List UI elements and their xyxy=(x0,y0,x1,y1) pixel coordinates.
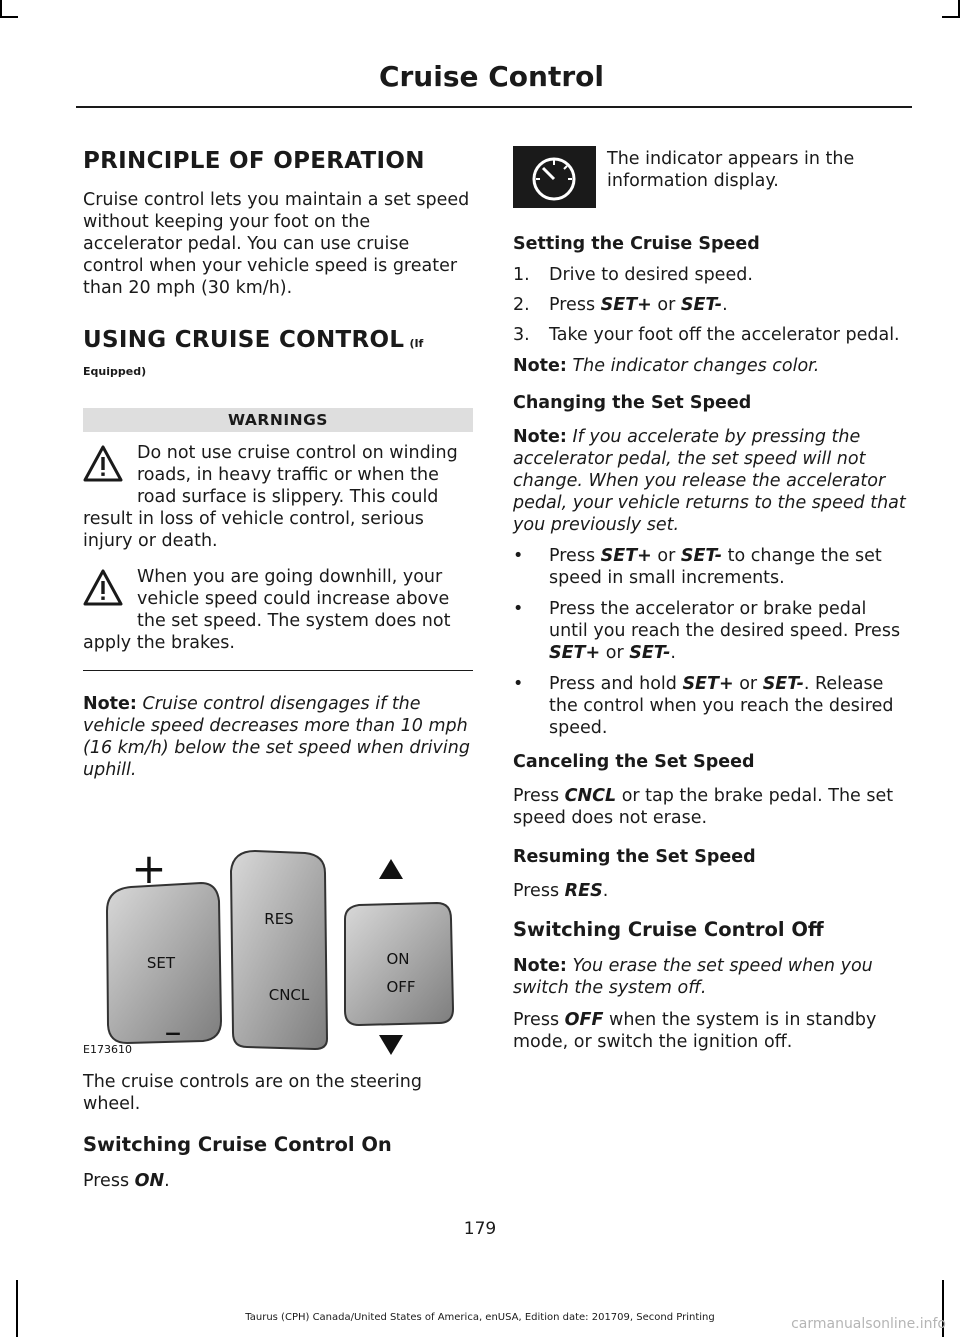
set-plus-key: SET+ xyxy=(682,674,734,694)
note xyxy=(513,955,906,999)
plus-label: + xyxy=(131,844,167,893)
page-header-title: Cruise Control xyxy=(378,60,604,93)
bullet-text: Press the accelerator or brake pedal until you reach the desired speed. Press xyxy=(549,599,901,641)
principle-text: Cruise control lets you maintain a set speed without keeping your foot on the accelerator pedal. You can use cruise control when your vehicle speed is greater than 20 mph (30 km/h). xyxy=(83,190,470,298)
set-minus-key: SET- xyxy=(762,674,804,694)
warnings-heading: WARNINGS xyxy=(83,408,473,432)
using-qualifier-2: Equipped) xyxy=(83,365,147,378)
warning-item xyxy=(83,566,473,654)
press-text: Press xyxy=(513,1010,560,1030)
list-item xyxy=(513,673,906,739)
step-text: Drive to desired speed. xyxy=(549,265,753,285)
press-text: Press xyxy=(83,1171,130,1191)
changing-heading: Changing the Set Speed xyxy=(513,393,752,413)
indicator-block xyxy=(513,146,906,210)
set-minus-key: SET- xyxy=(680,546,723,566)
setting-heading: Setting the Cruise Speed xyxy=(513,234,760,254)
using-heading: USING CRUISE CONTROL xyxy=(83,327,405,353)
step-text: Take your foot off the accelerator pedal. xyxy=(549,325,900,345)
list-item xyxy=(513,598,906,664)
using-heading-block xyxy=(83,327,473,378)
speedometer-indicator-icon xyxy=(513,146,596,208)
bullet-text: or xyxy=(657,546,676,566)
up-arrow-icon xyxy=(379,859,403,879)
canceling-text xyxy=(513,785,906,829)
note-text: If you accelerate by pressing the accelerator pedal, the set speed will not change. When you release the accelerator pedal, your vehicle returns to the speed that you previously set. xyxy=(513,427,906,535)
set-plus-key: SET+ xyxy=(600,295,652,315)
bullet: • xyxy=(513,674,524,694)
controls-text: The cruise controls are on the steering wheel. xyxy=(83,1072,422,1114)
bullet-text: Press and hold xyxy=(549,674,677,694)
bullet: • xyxy=(513,546,524,566)
warning-item xyxy=(83,442,473,552)
note-label: Note: xyxy=(513,956,567,976)
warning-text: When you are going downhill, your vehicle speed could increase above the set speed. The system does not apply the brakes. xyxy=(83,567,451,653)
bullet-text: or xyxy=(605,643,624,663)
edition-footer: Taurus (CPH) Canada/United States of America, enUSA, Edition date: 201709, Second Printing xyxy=(245,1312,715,1323)
bullet-text: or xyxy=(739,674,758,694)
principle-heading: PRINCIPLE OF OPERATION xyxy=(83,148,425,174)
canceling-heading: Canceling the Set Speed xyxy=(513,752,755,772)
note-text: You erase the set speed when you switch the system off. xyxy=(513,956,873,998)
minus-label: – xyxy=(164,1012,182,1052)
note xyxy=(83,693,473,781)
warning-triangle-icon xyxy=(83,444,123,484)
bullet-text: Press xyxy=(549,546,596,566)
note-label: Note: xyxy=(513,356,567,376)
crop-mark xyxy=(942,16,960,18)
left-column xyxy=(83,140,473,1192)
step-text: . xyxy=(722,295,728,315)
cncl-key: CNCL xyxy=(564,786,617,806)
note xyxy=(513,426,906,536)
note-text: The indicator changes color. xyxy=(572,356,820,376)
press-text: Press xyxy=(513,786,560,806)
set-minus-key: SET- xyxy=(629,643,671,663)
set-minus-key: SET- xyxy=(680,295,723,315)
cruise-controls-illustration xyxy=(83,821,473,1056)
bullet: • xyxy=(513,599,524,619)
down-arrow-icon xyxy=(379,1035,403,1055)
note-label: Note: xyxy=(513,427,567,447)
using-qualifier: (If xyxy=(409,337,424,350)
resuming-text xyxy=(513,880,906,902)
res-key: RES xyxy=(564,881,603,901)
step-number: 2. xyxy=(513,295,530,315)
resuming-heading: Resuming the Set Speed xyxy=(513,847,756,867)
set-plus-key: SET+ xyxy=(549,643,601,663)
list-item xyxy=(513,294,906,316)
res-label: RES xyxy=(264,910,294,928)
switching-off-text xyxy=(513,1009,906,1053)
step-text: or xyxy=(657,295,676,315)
set-label: SET xyxy=(146,954,176,972)
crop-mark xyxy=(0,16,18,18)
warning-triangle-icon xyxy=(83,568,123,608)
period: . xyxy=(164,1171,170,1191)
step-number: 3. xyxy=(513,325,530,345)
step-number: 1. xyxy=(513,265,530,285)
on-label: ON xyxy=(386,950,410,968)
step-text: Press xyxy=(549,295,596,315)
press-text: Press xyxy=(513,881,560,901)
header-rule xyxy=(76,106,912,108)
on-key: ON xyxy=(134,1171,165,1191)
warnings-rule xyxy=(83,670,473,671)
note-label: Note: xyxy=(83,694,137,714)
indicator-text: The indicator appears in the information display. xyxy=(607,149,855,191)
note-text: Cruise control disengages if the vehicle speed decreases more than 10 mph (16 km/h) below the set speed when driving uphill. xyxy=(83,694,470,780)
crop-mark xyxy=(16,1280,18,1337)
period: . xyxy=(602,881,609,901)
bullet-text: . Release the control when you reach the desired speed. xyxy=(549,674,894,738)
switching-off-heading: Switching Cruise Control Off xyxy=(513,918,824,941)
setting-steps xyxy=(513,264,906,346)
switching-on-text xyxy=(83,1170,473,1192)
bullet-text: to change the set speed in small increments. xyxy=(549,546,882,588)
res-cncl-button xyxy=(231,851,327,1049)
note xyxy=(513,355,906,377)
list-item xyxy=(513,324,906,346)
figure-code: E173610 xyxy=(83,1043,132,1056)
off-label: OFF xyxy=(386,978,416,996)
canceling-rest: or tap the brake pedal. The set speed does not erase. xyxy=(513,786,894,828)
switching-off-rest: when the system is in standby mode, or switch the ignition off. xyxy=(513,1010,877,1052)
list-item xyxy=(513,545,906,589)
changing-bullets xyxy=(513,545,906,739)
page-number: 179 xyxy=(463,1219,497,1239)
warning-text: Do not use cruise control on winding roads, in heavy traffic or when the road surface is slippery. This could result in loss of vehicle control, serious injury or death. xyxy=(83,443,458,551)
switching-on-heading: Switching Cruise Control On xyxy=(83,1133,392,1156)
cruise-controls-figure xyxy=(83,821,473,1056)
right-column xyxy=(513,140,906,1053)
list-item xyxy=(513,264,906,286)
bullet-text: . xyxy=(670,643,676,663)
off-key: OFF xyxy=(564,1010,604,1030)
cncl-label: CNCL xyxy=(268,986,310,1004)
watermark[interactable]: carmanualsonline.info xyxy=(791,1316,946,1332)
set-plus-key: SET+ xyxy=(600,546,652,566)
